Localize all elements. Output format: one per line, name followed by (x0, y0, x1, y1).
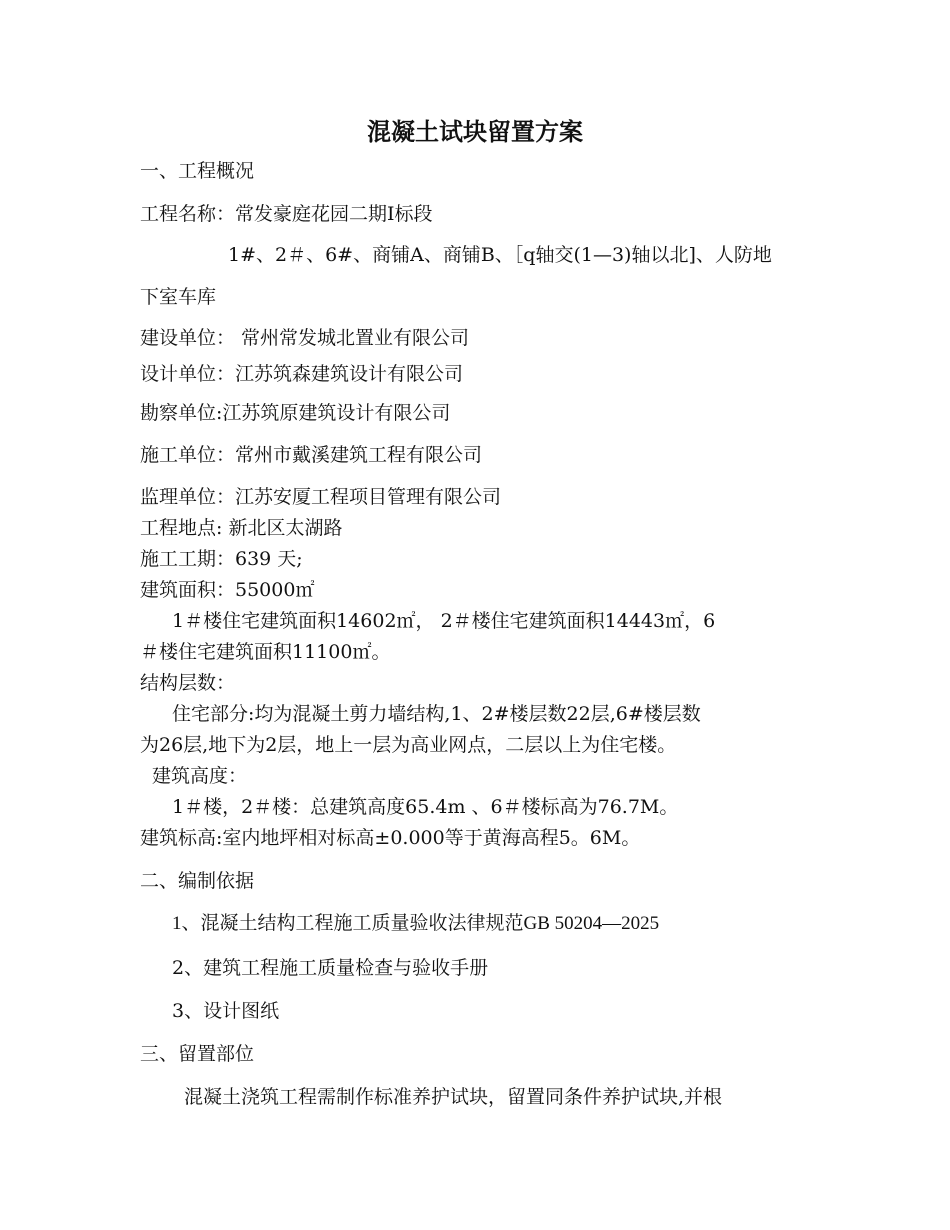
client-line: 建设单位： 常州常发城北置业有限公司 (140, 327, 470, 349)
basis-item-3: 3、设计图纸 (172, 1000, 280, 1022)
section-heading-placement: 三、留置部位 (140, 1043, 255, 1065)
buildings-line-2: 下室车库 (140, 286, 217, 308)
basis-item-1: 1、混凝土结构工程施工质量验收法律规范GB 50204—2025 (172, 913, 660, 934)
area-detail-line-2: ＃楼住宅建筑面积11100㎡。 (140, 641, 391, 663)
height-heading: 建筑高度： (152, 765, 248, 787)
section-heading-basis: 二、编制依据 (140, 870, 255, 892)
height-detail-line: 1＃楼，2＃楼：总建筑高度65.4m 、6＃楼标高为76.7M。 (172, 796, 679, 818)
duration-line: 施工工期：639 天; (140, 548, 303, 570)
designer-line: 设计单位：江苏筑森建筑设计有限公司 (140, 363, 464, 385)
document-title: 混凝土试块留置方案 (367, 117, 583, 146)
supervisor-line: 监理单位：江苏安厦工程项目管理有限公司 (140, 486, 502, 508)
floors-line-1: 住宅部分:均为混凝土剪力墙结构,1、2#楼层数22层,6#楼层数 (172, 703, 701, 725)
floors-heading: 结构层数： (140, 672, 236, 694)
buildings-line-1: 1#、2＃、6#、商铺A、商铺B、［q轴交(1—3)轴以北]、人防地 (228, 244, 772, 266)
elevation-line: 建筑标高:室内地坪相对标高±0.000等于黄海高程5。6M。 (140, 827, 641, 849)
project-name-line: 工程名称：常发豪庭花园二期Ⅰ标段 (140, 203, 433, 225)
area-detail-line-1: 1＃楼住宅建筑面积14602㎡， 2＃楼住宅建筑面积14443㎡，6 (172, 610, 716, 632)
area-line: 建筑面积：55000㎡ (140, 579, 315, 601)
floors-line-2: 为26层,地下为2层，地上一层为高业网点，二层以上为住宅楼。 (140, 734, 677, 756)
surveyor-line: 勘察单位:江苏筑原建筑设计有限公司 (140, 402, 451, 424)
basis-item-2: 2、建筑工程施工质量检查与验收手册 (172, 957, 489, 979)
placement-line-1: 混凝土浇筑工程需制作标准养护试块，留置同条件养护试块,并根 (184, 1086, 723, 1108)
section-heading-overview: 一、工程概况 (140, 160, 255, 182)
location-line: 工程地点: 新北区太湖路 (140, 517, 343, 539)
contractor-line: 施工单位：常州市戴溪建筑工程有限公司 (140, 444, 483, 466)
